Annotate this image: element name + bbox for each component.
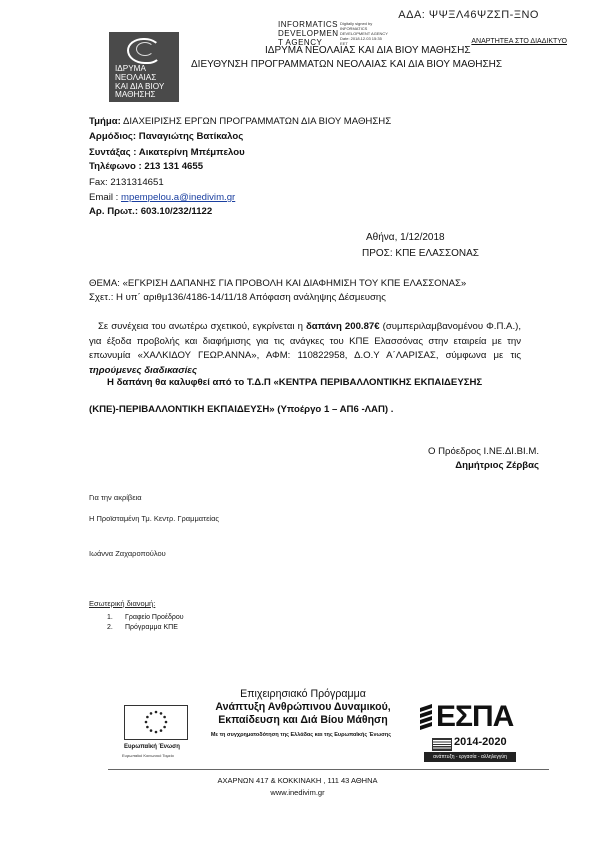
espa-stripes-icon	[418, 704, 434, 730]
eu-subcaption: Ευρωπαϊκό Κοινωνικό Ταμείο	[122, 753, 174, 758]
program-line: Εκπαίδευση και Διά Βίου Μάθηση	[218, 714, 388, 726]
amount-highlight: δαπάνη 200.87€	[305, 321, 380, 332]
espa-tagline: ανάπτυξη - εργασία - αλληλεγγύη	[424, 752, 516, 762]
department-line	[89, 116, 391, 127]
cofunding-note: Με τη συγχρηματοδότηση της Ελλάδας και της Ευρωπαϊκής Ένωσης	[210, 732, 392, 738]
reference-line: Σχετ.: Η υπ΄ αριθμ136/4186-14/11/18 Απόφαση ανάληψης Δέσμευσης	[89, 292, 386, 303]
signatory-title: Ο Πρόεδρος Ι.ΝΕ.ΔΙ.ΒΙ.Μ.	[428, 446, 539, 457]
distribution-item: Πρόγραμμα ΚΠΕ	[125, 624, 178, 631]
signature-stamp-line: INFORMATICS	[278, 20, 339, 29]
signature-detail-line: Date: 2018.12.03 15:35	[340, 36, 382, 41]
distribution-list	[107, 613, 184, 633]
signature-detail-line: INFORMATICS	[340, 26, 368, 31]
directorate-name: ΔΙΕΥΘΥΝΣΗ ΠΡΟΓΡΑΜΜΑΤΩΝ ΝΕΟΛΑΙΑΣ ΚΑΙ ΔΙΑ ΒΙΟΥ ΜΑΘΗΣΗΣ	[191, 59, 503, 70]
accuracy-note: Για την ακρίβεια	[89, 493, 142, 502]
email-label: Email :	[89, 192, 121, 203]
distribution-item: Γραφείο Προέδρου	[125, 614, 184, 621]
operational-program	[208, 688, 398, 727]
logo-text-line: ΝΕΟΛΑΙΑΣ	[115, 72, 157, 82]
digital-signature-stamp	[278, 20, 339, 47]
list-item: 2. Πρόγραμμα ΚΠΕ	[107, 624, 178, 631]
footer-divider	[108, 769, 549, 770]
publish-online-label: ΑΝΑΡΤΗΤΕΑ ΣΤΟ ΔΙΑΔΙΚΤΥΟ	[471, 38, 567, 45]
ada-code: ΑΔΑ: ΨΨΞΛ46ΨΖΣΠ-ΞΝΟ	[398, 9, 539, 21]
fax: Fax: 2131314651	[89, 177, 164, 188]
document-date: Αθήνα, 1/12/2018	[366, 232, 445, 243]
head-profile-inner-icon	[136, 42, 154, 56]
digital-signature-details	[340, 21, 388, 46]
body-text: Σε συνέχεια του ανωτέρω σχετικού, εγκρίνεται η	[98, 321, 306, 332]
espa-mark-icon	[418, 704, 434, 735]
signature-detail-line: Digitally signed by	[340, 21, 373, 26]
department-label: Τμήμα:	[89, 116, 121, 127]
footer-website[interactable]: www.inedivim.gr	[270, 788, 325, 797]
department-value: ΔΙΑΧΕΙΡΙΣΗΣ ΕΡΓΩΝ ΠΡΟΓΡΑΜΜΑΤΩΝ ΔΙΑ ΒΙΟΥ ΜΑΘΗΣΗΣ	[120, 116, 392, 127]
eu-flag-logo	[124, 705, 188, 740]
organization-name: ΙΔΡΥΜΑ ΝΕΟΛΑΙΑΣ ΚΑΙ ΔΙΑ ΒΙΟΥ ΜΑΘΗΣΗΣ	[265, 45, 471, 56]
body-text: (συμπεριλαμβανομένου Φ.Π.Α.), για έξοδα προβολής και διαφήμισης για τις ανάγκες του ΚΠΕ Ελασσόνας στην εταιρεία με την επωνυμία «ΧΑΛΚΙΔΟΥ ΓΕΩΡ.ΑΝΝΑ», ΑΦΜ: 110822958, Δ.Ο.Υ Α΄ΛΑΡΙΣΑΣ, σύμφωνα με τις	[89, 321, 521, 361]
logo-text-line: ΚΑΙ ΔΙΑ ΒΙΟΥ	[115, 81, 165, 91]
responsible-person: Αρμόδιος: Παναγιώτης Βατίκαλος	[89, 131, 244, 142]
email-link[interactable]: mpempelou.a@inedivim.gr	[121, 192, 236, 203]
accuracy-officer-title: Η Προϊσταμένη Τμ. Κεντρ. Γραμματείας	[89, 514, 220, 523]
signature-stamp-line: DEVELOPMEN	[278, 29, 339, 38]
signature-detail-line: EET	[340, 41, 348, 46]
espa-logo-text: ΕΣΠΑ	[436, 700, 514, 733]
funding-line-continued: (ΚΠΕ)-ΠΕΡΙΒΑΛΛΟΝΤΙΚΗ ΕΚΠΑΙΔΕΥΣΗ» (Υποέργο 1 – ΑΠ6 -ΛΑΠ) .	[89, 404, 394, 415]
signature-detail-line: DEVELOPMENT AGENCY	[340, 31, 388, 36]
list-item: 1. Γραφείο Προέδρου	[107, 614, 184, 621]
body-text: τηρούμενες διαδικασίες	[89, 364, 197, 376]
accuracy-officer-name: Ιωάννα Ζαχαροπούλου	[89, 549, 166, 558]
email-line	[89, 192, 235, 203]
logo-text-line: ΜΑΘΗΣΗΣ	[115, 90, 156, 100]
phone: Τηλέφωνο : 213 131 4655	[89, 161, 204, 172]
protocol-number: Αρ. Πρωτ.: 603.10/232/1122	[89, 206, 213, 217]
funding-line: Η δαπάνη θα καλυφθεί από το Τ.Δ.Π «ΚΕΝΤΡΑ ΠΕΡΙΒΑΛΛΟΝΤΙΚΗΣ ΕΚΠΑΙΔΕΥΣΗΣ	[107, 377, 483, 388]
body-paragraph	[89, 320, 521, 378]
signatory-name: Δημήτριος Ζέρβας	[455, 460, 539, 471]
author: Συντάξας : Αικατερίνη Μπέμπελου	[89, 147, 245, 158]
eu-stars-icon	[125, 706, 187, 739]
inedivim-logo	[109, 32, 179, 102]
espa-years: 2014-2020	[454, 736, 507, 748]
subject-line: ΘΕΜΑ: «ΕΓΚΡΙΣΗ ΔΑΠΑΝΗΣ ΓΙΑ ΠΡΟΒΟΛΗ ΚΑΙ ΔΙΑΦΗΜΙΣΗ ΤΟΥ ΚΠΕ ΕΛΑΣΣΟΝΑΣ»	[89, 278, 467, 289]
program-line: Ανάπτυξη Ανθρώπινου Δυναμικού,	[215, 701, 391, 713]
footer-address: ΑΧΑΡΝΩΝ 417 & ΚΟΚΚΙΝΑΚΗ , 111 43 ΑΘΗΝΑ	[217, 776, 378, 785]
program-line: Επιχειρησιακό Πρόγραμμα	[240, 688, 366, 700]
logo-text	[115, 65, 164, 100]
logo-text-line: ΙΔΡΥΜΑ	[115, 64, 146, 73]
recipient: ΠΡΟΣ: ΚΠΕ ΕΛΑΣΣΟΝΑΣ	[362, 248, 479, 259]
eu-caption: Ευρωπαϊκή Ένωση	[124, 744, 180, 750]
signature-stamp-line: T AGENCY	[278, 38, 323, 47]
greek-flag-icon	[432, 738, 452, 751]
distribution-title: Εσωτερική διανομή:	[89, 599, 156, 608]
